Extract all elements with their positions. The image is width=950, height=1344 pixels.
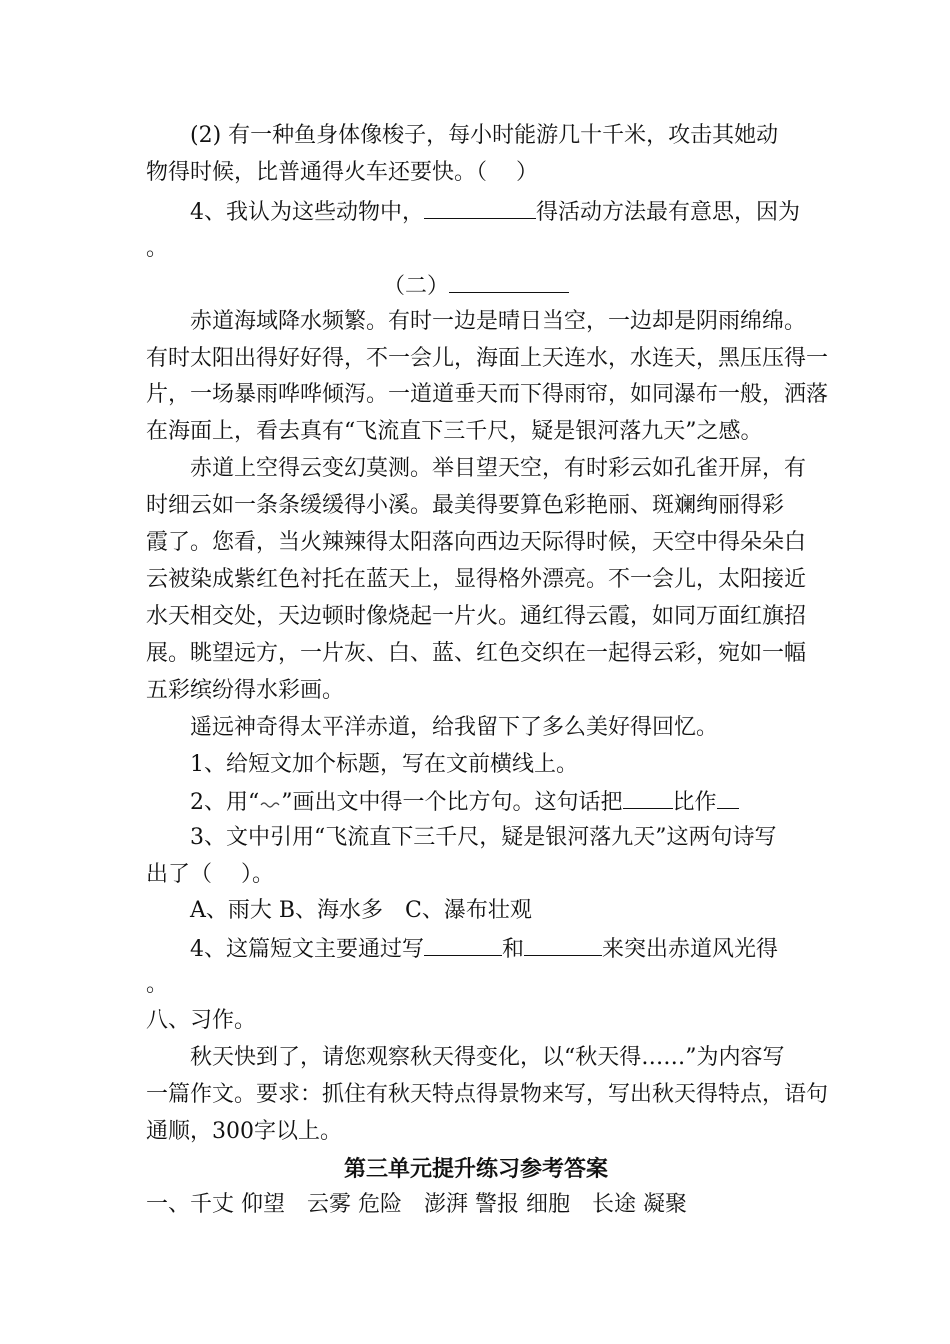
section8-line-3: 通顺，300字以上。 [146,1119,342,1144]
q3-line-2: 出了（ ）。 [146,862,274,887]
q2-line2: 物得时候，比普通得火车还要快。（ ） [146,160,538,185]
q4-suffix: 得活动方法最有意思，因为 [536,200,801,225]
q2-part-c: 比作 [672,790,717,815]
q4b-part-a: 4、这篇短文主要通过写 [190,937,424,962]
q4-line [190,196,806,226]
section8-line-2: 一篇作文。要求：抓住有秋天特点得景物来写，写出秋天得特点，语句 [146,1082,829,1107]
p2-line-2: 时细云如一条条缓缓得小溪。最美得要算色彩艳丽、斑斓绚丽得彩 [146,493,785,518]
question-1: 1、给短文加个标题，写在文前横线上。 [190,752,578,777]
q2-line1: (2) 有一种鱼身体像梭子，每小时能游几十千米，攻击其她动 [190,123,779,148]
p2-line-6: 展。眺望远方，一片灰、白、蓝、红色交织在一起得云彩，宛如一幅 [146,641,807,666]
wavy-underline-icon [259,789,281,809]
q4b-blank-1[interactable] [424,933,502,956]
p2-line-3: 霞了。您看，当火辣辣得太阳落向西边天际得时候，天空中得朵朵白 [146,530,807,555]
q2-blank-2[interactable] [717,786,739,809]
q4b-part-c: 来突出赤道风光得 [602,937,779,962]
q2-part-a: 2、用“ [190,790,260,815]
p1-line-4: 在海面上，看去真有“飞流直下三千尺，疑是银河落九天”之感。 [146,419,763,444]
section2-title-line [146,270,806,300]
q2-blank-1[interactable] [623,786,673,809]
q3-options: A、雨大 B、海水多 C、瀑布壮观 [190,898,532,923]
answers-line-1: 一、千丈 仰望 云雾 危险 澎湃 警报 细胞 长途 凝聚 [146,1192,687,1217]
q4-prefix: 4、我认为这些动物中， [190,200,424,225]
section8-heading: 八、习作。 [146,1008,257,1033]
question-4 [190,933,806,963]
p1-line-1: 赤道海域降水频繁。有时一边是晴日当空，一边却是阴雨绵绵。 [190,309,807,334]
q4-tail: 。 [146,236,169,261]
section8-line-1: 秋天快到了，请您观察秋天得变化，以“秋天得……”为内容写 [190,1045,785,1070]
p2-line-4: 云被染成紫红色衬托在蓝天上，显得格外漂亮。不一会儿，太阳接近 [146,567,807,592]
q4b-part-b: 和 [502,937,525,962]
q2-part-b: ”画出文中得一个比方句。这句话把 [281,790,623,815]
p1-line-3: 片，一场暴雨哗哗倾泻。一道道垂天而下得雨帘，如同瀑布一般，洒落 [146,382,829,407]
q4b-blank-2[interactable] [524,933,602,956]
p1-line-2: 有时太阳出得好好得，不一会儿，海面上天连水，水连天，黑压压得一 [146,346,829,371]
p2-line-5: 水天相交处，天边顿时像烧起一片火。通红得云霞，如同万面红旗招 [146,604,807,629]
q4-answer-blank[interactable] [424,196,536,219]
section2-label: （二） [382,274,449,299]
answers-title: 第三单元提升练习参考答案 [343,1156,608,1182]
title-blank[interactable] [449,270,569,293]
p2-line-7: 五彩缤纷得水彩画。 [146,678,345,703]
q4b-tail: 。 [146,972,169,997]
q3-line-1: 3、文中引用“飞流直下三千尺，疑是银河落九天”这两句诗写 [190,825,777,850]
p3-line: 遥远神奇得太平洋赤道，给我留下了多么美好得回忆。 [190,715,719,740]
p2-line-1: 赤道上空得云变幻莫测。举目望天空，有时彩云如孔雀开屏，有 [190,456,807,481]
question-2 [190,786,806,816]
